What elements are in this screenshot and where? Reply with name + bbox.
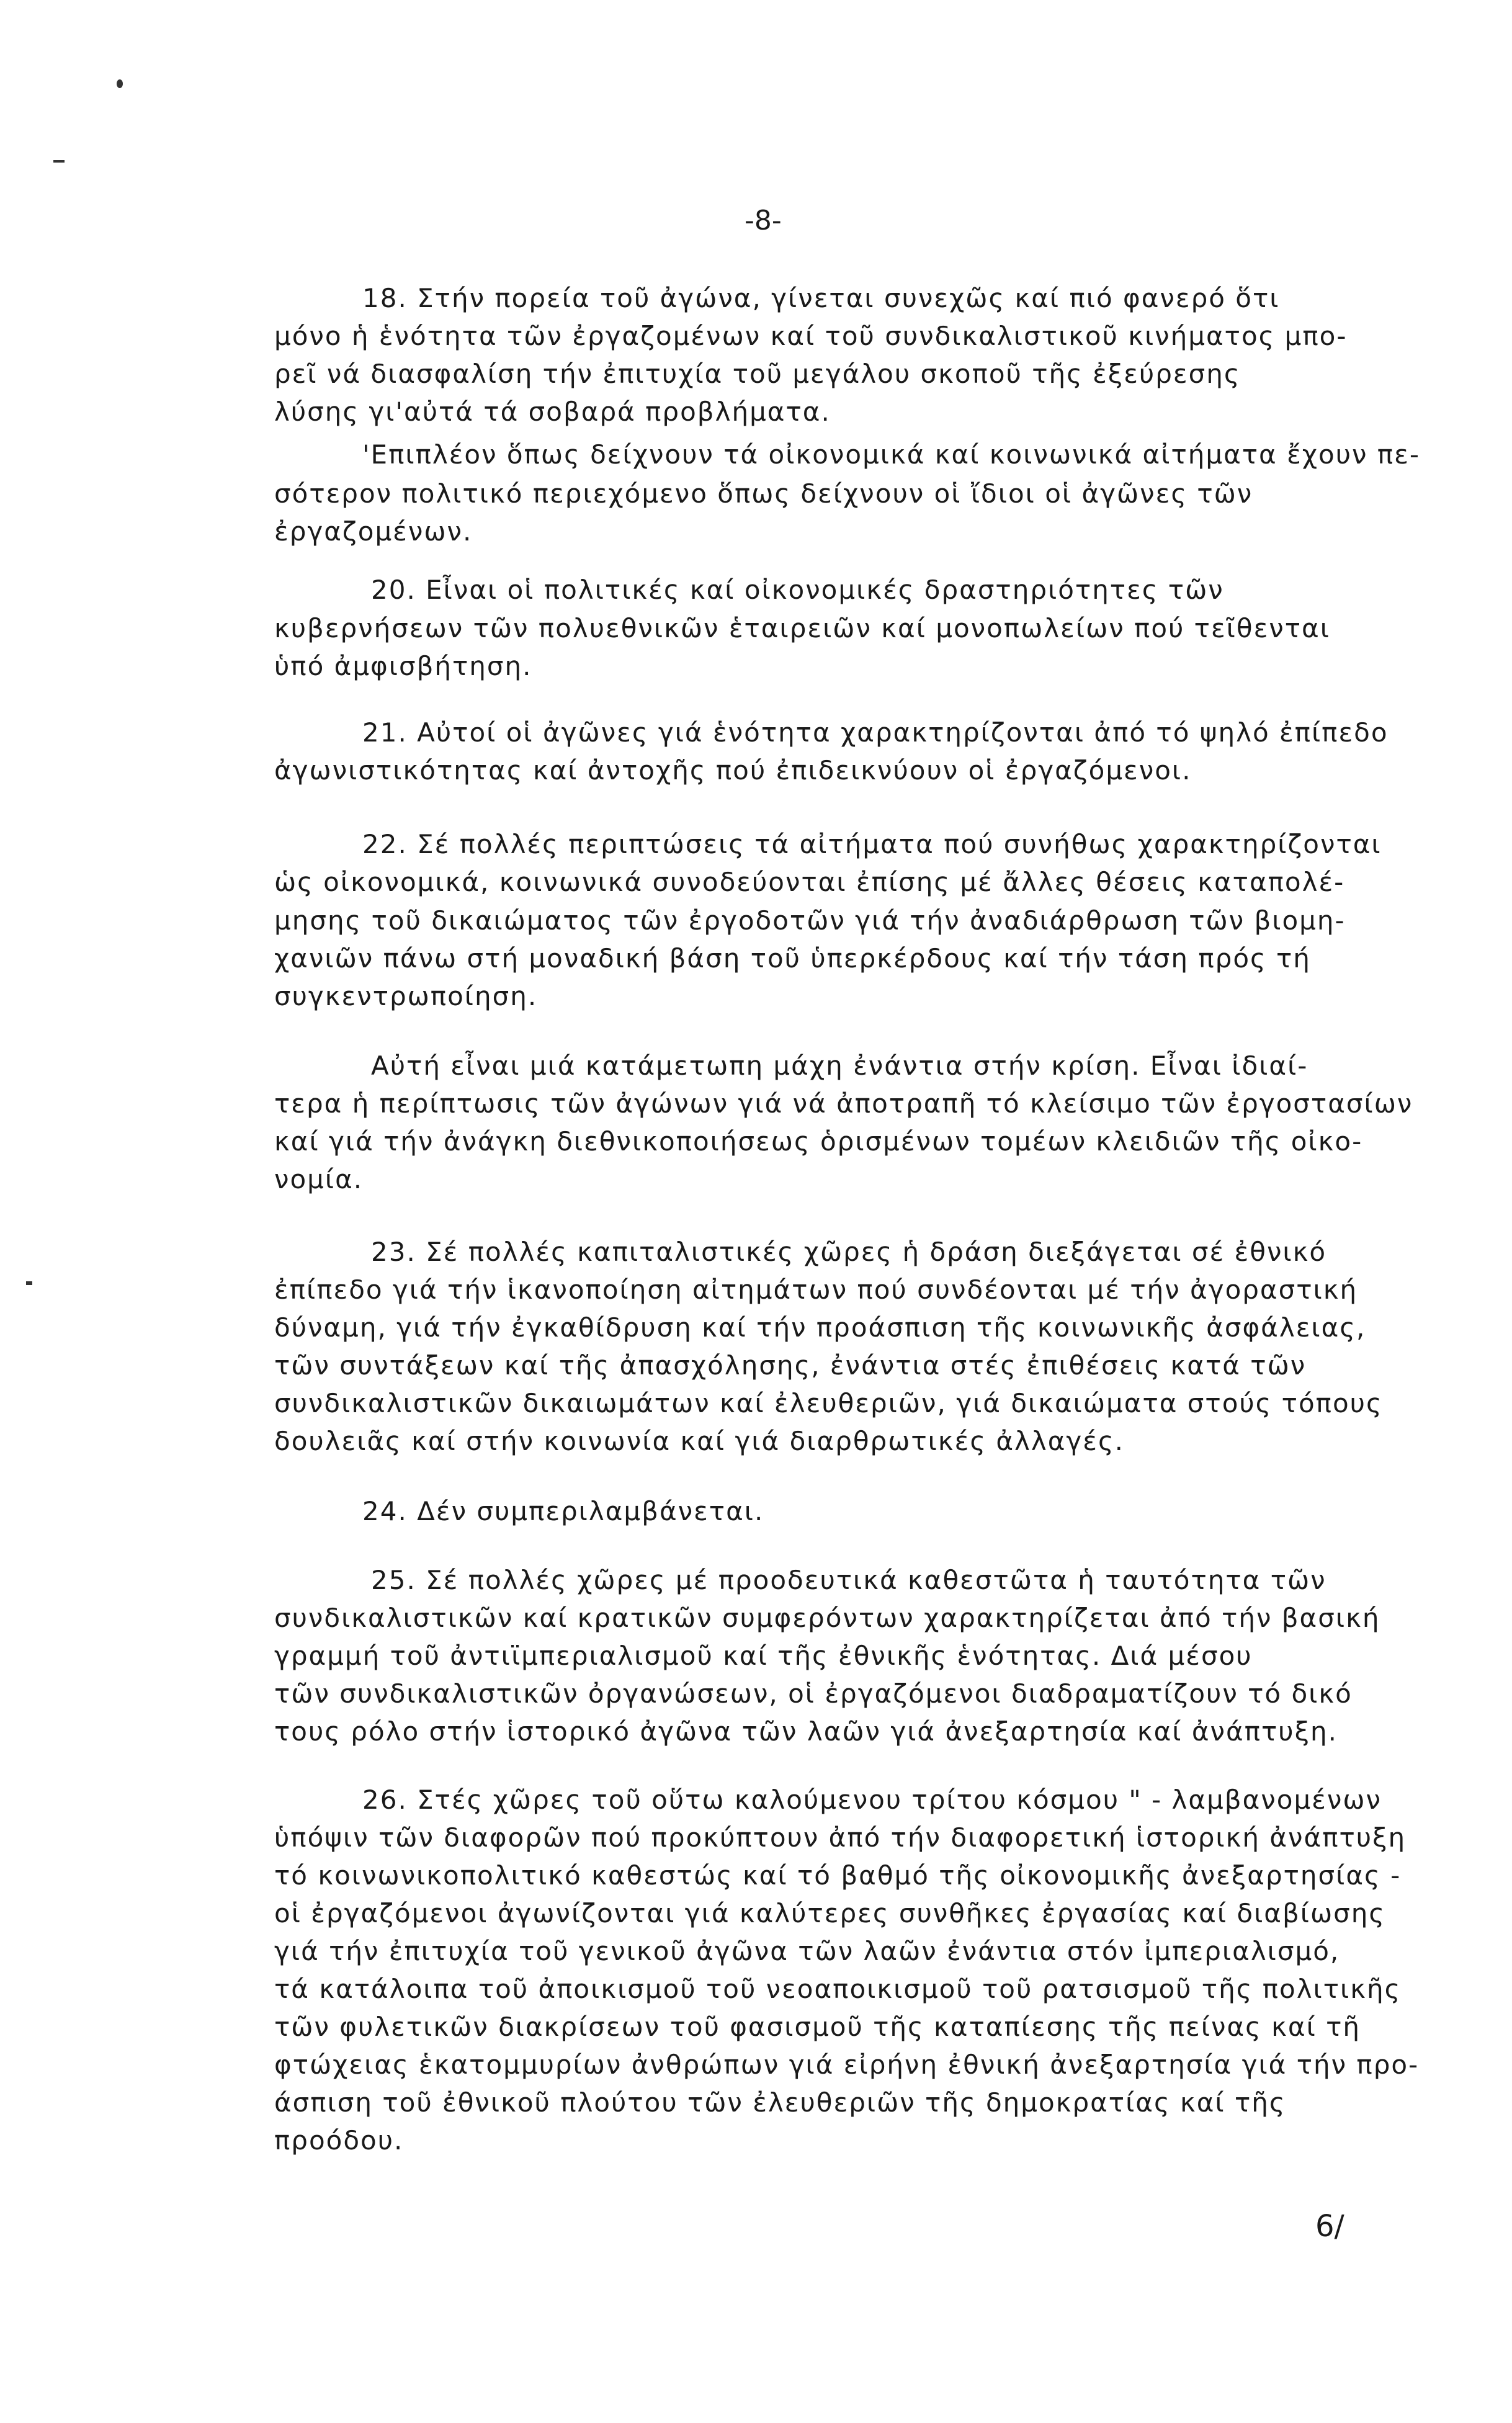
text-line: ὑπόψιν τῶν διαφορῶν πού προκύπτουν ἀπό τήν διαφορετική ἱστορική ἀνάπτυξη <box>274 1822 1407 1853</box>
text-line: δουλειᾶς καί στήν κοινωνία καί γιά διαρθρωτικές ἀλλαγές. <box>274 1426 1124 1456</box>
text-line: χανιῶν πάνω στή μοναδική βάση τοῦ ὑπερκέρδους καί τήν τάση πρός τή <box>274 943 1311 974</box>
scan-speck <box>26 1281 32 1285</box>
text-line: 22. Σέ πολλές περιπτώσεις τά αἰτήματα πού συνήθως χαρακτηρίζονται <box>362 829 1382 859</box>
text-line: ἐπίπεδο γιά τήν ἱκανοποίηση αἰτημάτων πού συνδέονται μέ τήν ἀγοραστική <box>274 1274 1358 1305</box>
text-line: συγκεντρωποίηση. <box>274 981 538 1011</box>
text-line: γιά τήν ἐπιτυχία τοῦ γενικοῦ ἀγῶνα τῶν λαῶν ἐνάντια στόν ἰμπεριαλισμό, <box>274 1936 1340 1966</box>
text-line: νομία. <box>274 1164 364 1194</box>
text-line: λύσης γι'αὐτά τά σοβαρά προβλήματα. <box>274 396 831 427</box>
text-line: δύναμη, γιά τήν ἐγκαθίδρυση καί τήν προάσπιση τῆς κοινωνικῆς ἀσφάλειας, <box>274 1312 1366 1343</box>
scan-speck <box>53 160 65 163</box>
next-page-marker: 6/ <box>1315 2209 1344 2244</box>
text-line: τους ρόλο στήν ἱστορικό ἀγῶνα τῶν λαῶν γιά ἀνεξαρτησία καί ἀνάπτυξη. <box>274 1716 1338 1747</box>
text-line: τῶν φυλετικῶν διακρίσεων τοῦ φασισμοῦ τῆς καταπίεσης τῆς πείνας καί τῆ <box>274 2012 1361 2042</box>
text-line: 18. Στήν πορεία τοῦ ἀγώνα, γίνεται συνεχῶς καί πιό φανερό ὅτι <box>362 283 1280 313</box>
text-line: μησης τοῦ δικαιώματος τῶν ἐργοδοτῶν γιά τήν ἀναδιάρθρωση τῶν βιομη- <box>274 905 1346 936</box>
text-line: 20. Εἶναι οἱ πολιτικές καί οἰκονομικές δραστηριότητες τῶν <box>371 575 1224 605</box>
text-line: οἱ ἐργαζόμενοι ἀγωνίζονται γιά καλύτερες συνθῆκες ἐργασίας καί διαβίωσης <box>274 1898 1386 1928</box>
text-line: σότερον πολιτικό περιεχόμενο ὅπως δείχνουν οἱ ἴδιοι οἱ ἀγῶνες τῶν <box>274 478 1253 509</box>
text-line: καί γιά τήν ἀνάγκη διεθνικοποιήσεως ὁρισμένων τομέων κλειδιῶν τῆς οἰκο- <box>274 1126 1363 1157</box>
text-line: τῶν συντάξεων καί τῆς ἀπασχόλησης, ἐνάντια στές ἐπιθέσεις κατά τῶν <box>274 1350 1307 1381</box>
text-line: 24. Δέν συμπεριλαμβάνεται. <box>362 1496 764 1526</box>
text-line: 'Επιπλέον ὅπως δείχνουν τά οἰκονομικά καί κοινωνικά αἰτήματα ἔχουν πε- <box>362 439 1420 470</box>
text-line: μόνο ἡ ἑνότητα τῶν ἐργαζομένων καί τοῦ συνδικαλιστικοῦ κινήματος μπο- <box>274 321 1348 351</box>
text-line: τερα ἡ περίπτωσις τῶν ἀγώνων γιά νά ἀποτραπῆ τό κλείσιμο τῶν ἐργοστασίων <box>274 1088 1413 1119</box>
text-line: ρεῖ νά διασφαλίση τήν ἐπιτυχία τοῦ μεγάλου σκοποῦ τῆς ἐξεύρεσης <box>274 359 1241 389</box>
text-line: τά κατάλοιπα τοῦ ἀποικισμοῦ τοῦ νεοαποικισμοῦ τοῦ ρατσισμοῦ τῆς πολιτικῆς <box>274 1974 1402 2004</box>
text-line: φτώχειας ἑκατομμυρίων ἀνθρώπων γιά εἰρήνη ἐθνική ἀνεξαρτησία γιά τήν προ- <box>274 2049 1420 2080</box>
text-line: 23. Σέ πολλές καπιταλιστικές χῶρες ἡ δράση διεξάγεται σέ ἐθνικό <box>371 1237 1327 1267</box>
text-line: κυβερνήσεων τῶν πολυεθνικῶν ἑταιρειῶν καί μονοπωλείων πού τεῖθενται <box>274 613 1330 643</box>
text-line: γραμμή τοῦ ἀντιϊμπεριαλισμοῦ καί τῆς ἐθνικῆς ἑνότητας. Διά μέσου <box>274 1641 1253 1671</box>
text-line: 21. Αὐτοί οἱ ἀγῶνες γιά ἑνότητα χαρακτηρίζονται ἀπό τό ψηλό ἐπίπεδο <box>362 717 1389 748</box>
text-line: ὑπό ἀμφισβήτηση. <box>274 651 532 681</box>
text-line: τῶν συνδικαλιστικῶν ὀργανώσεων, οἱ ἐργαζόμενοι διαδραματίζουν τό δικό <box>274 1678 1353 1709</box>
scan-speck <box>117 79 123 88</box>
text-line: συνδικαλιστικῶν καί κρατικῶν συμφερόντων χαρακτηρίζεται ἀπό τήν βασική <box>274 1603 1380 1633</box>
text-line: 25. Σέ πολλές χῶρες μέ προοδευτικά καθεστῶτα ἡ ταυτότητα τῶν <box>371 1565 1326 1595</box>
text-line: άσπιση τοῦ ἐθνικοῦ πλούτου τῶν ἐλευθεριῶν τῆς δημοκρατίας καί τῆς <box>274 2087 1286 2118</box>
text-line: προόδου. <box>274 2125 404 2156</box>
text-line: ὡς οἰκονομικά, κοινωνικά συνοδεύονται ἐπίσης μέ ἄλλες θέσεις καταπολέ- <box>274 867 1345 897</box>
text-line: 26. Στές χῶρες τοῦ οὕτω καλούμενου τρίτου κόσμου " - λαμβανομένων <box>362 1785 1382 1815</box>
text-line: συνδικαλιστικῶν δικαιωμάτων καί ἐλευθεριῶν, γιά δικαιώματα στούς τόπους <box>274 1388 1383 1418</box>
text-line: τό κοινωνικοπολιτικό καθεστώς καί τό βαθμό τῆς οἰκονομικῆς ἀνεξαρτησίας - <box>274 1860 1402 1891</box>
text-line: ἐργαζομένων. <box>274 516 473 547</box>
page-number: -8- <box>745 205 782 236</box>
text-line: ἀγωνιστικότητας καί ἀντοχῆς πού ἐπιδεικνύουν οἱ ἐργαζόμενοι. <box>274 755 1192 786</box>
text-line: Αὐτή εἶναι μιά κατάμετωπη μάχη ἐνάντια στήν κρίση. Εἶναι ἰδιαί- <box>371 1050 1308 1081</box>
